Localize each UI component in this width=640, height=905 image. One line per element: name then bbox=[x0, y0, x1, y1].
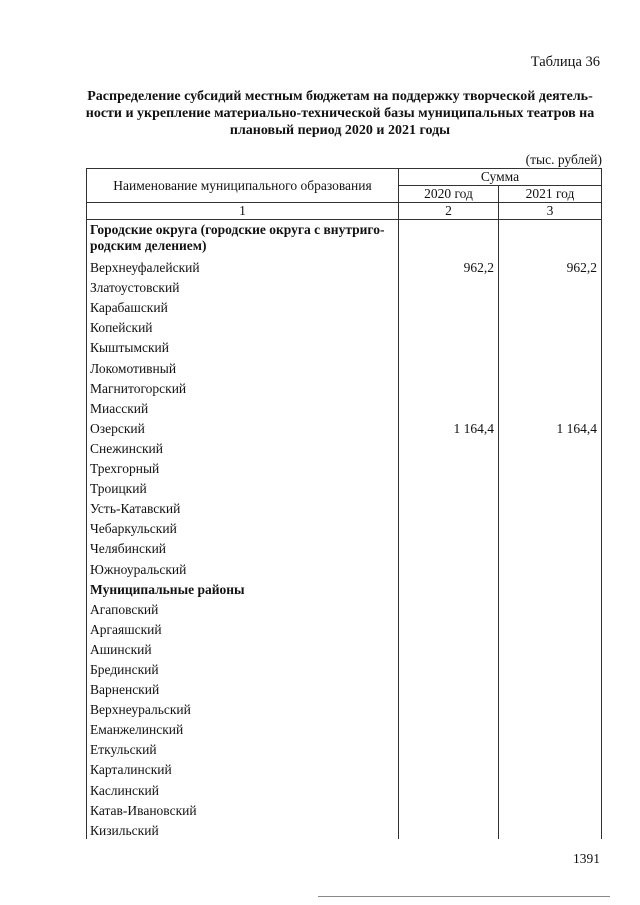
value-2021-cell bbox=[499, 517, 602, 537]
municipality-name-cell: Озерский bbox=[87, 417, 399, 437]
value-2021-cell bbox=[499, 477, 602, 497]
municipality-name-cell: Кыштымский bbox=[87, 336, 399, 356]
table-row bbox=[87, 417, 602, 437]
value-2020-cell bbox=[399, 276, 499, 296]
table-section-row bbox=[87, 220, 602, 257]
municipality-name-cell: Челябинский bbox=[87, 537, 399, 557]
municipality-name-cell: Трехгорный bbox=[87, 457, 399, 477]
value-2020-cell bbox=[399, 336, 499, 356]
table-row bbox=[87, 397, 602, 417]
municipality-name-cell: Ашинский bbox=[87, 638, 399, 658]
page-number: 1391 bbox=[573, 851, 600, 866]
value-2020-cell bbox=[399, 457, 499, 477]
value-2020-cell bbox=[399, 578, 499, 598]
table-row bbox=[87, 296, 602, 316]
value-2021-cell bbox=[499, 819, 602, 839]
value-2021-cell bbox=[499, 758, 602, 778]
value-2020-cell bbox=[399, 819, 499, 839]
value-2020-cell bbox=[399, 618, 499, 638]
table-row bbox=[87, 778, 602, 798]
header-year-2020: 2020 год bbox=[399, 186, 499, 203]
table-row bbox=[87, 718, 602, 738]
municipality-name-cell: Катав-Ивановский bbox=[87, 799, 399, 819]
table-row bbox=[87, 678, 602, 698]
value-2020-cell bbox=[399, 316, 499, 336]
municipality-name-cell: Златоустовский bbox=[87, 276, 399, 296]
table-row bbox=[87, 598, 602, 618]
value-2021-cell bbox=[499, 738, 602, 758]
table-row bbox=[87, 638, 602, 658]
table-row bbox=[87, 356, 602, 376]
municipality-name-cell: Городские округа (городские округа с внутриго-родским делением) bbox=[87, 220, 399, 257]
value-2020-cell bbox=[399, 778, 499, 798]
municipality-name-cell: Еткульский bbox=[87, 738, 399, 758]
municipality-name-cell: Верхнеуфалейский bbox=[87, 256, 399, 276]
units-label: (тыс. рублей) bbox=[525, 152, 602, 167]
municipality-name-cell: Еманжелинский bbox=[87, 718, 399, 738]
table-row bbox=[87, 457, 602, 477]
value-2020-cell bbox=[399, 397, 499, 417]
value-2020-cell bbox=[399, 296, 499, 316]
column-number-3: 3 bbox=[499, 203, 602, 220]
municipality-name-cell: Локомотивный bbox=[87, 356, 399, 376]
municipality-name-cell: Копейский bbox=[87, 316, 399, 336]
value-2020-cell bbox=[399, 698, 499, 718]
value-2020-cell bbox=[399, 738, 499, 758]
bottom-rule bbox=[318, 896, 610, 897]
municipality-name-cell: Аргаяшский bbox=[87, 618, 399, 638]
value-2020-cell bbox=[399, 497, 499, 517]
value-2020-cell: 1 164,4 bbox=[399, 417, 499, 437]
value-2020-cell bbox=[399, 799, 499, 819]
table-row bbox=[87, 276, 602, 296]
table-row bbox=[87, 738, 602, 758]
value-2021-cell bbox=[499, 598, 602, 618]
value-2020-cell: 962,2 bbox=[399, 256, 499, 276]
municipality-name-cell: Брединский bbox=[87, 658, 399, 678]
value-2021-cell bbox=[499, 220, 602, 257]
municipality-name-cell: Кизильский bbox=[87, 819, 399, 839]
value-2021-cell bbox=[499, 718, 602, 738]
subsidy-table bbox=[86, 168, 602, 839]
value-2020-cell bbox=[399, 477, 499, 497]
value-2021-cell bbox=[499, 457, 602, 477]
value-2021-cell: 962,2 bbox=[499, 256, 602, 276]
header-sum: Сумма bbox=[399, 169, 602, 186]
value-2020-cell bbox=[399, 517, 499, 537]
table-row bbox=[87, 799, 602, 819]
value-2020-cell bbox=[399, 758, 499, 778]
table-row bbox=[87, 537, 602, 557]
municipality-name-cell: Чебаркульский bbox=[87, 517, 399, 537]
value-2021-cell bbox=[499, 658, 602, 678]
value-2020-cell bbox=[399, 537, 499, 557]
value-2021-cell bbox=[499, 296, 602, 316]
table-row bbox=[87, 557, 602, 577]
value-2020-cell bbox=[399, 220, 499, 257]
document-title: Распределение субсидий местным бюджетам на поддержку творческой деятель-ности и укрепление материально-технической базы муниципальных театров на плановый период 2020 и 2021 годы bbox=[85, 89, 595, 138]
municipality-name-cell: Усть-Катавский bbox=[87, 497, 399, 517]
table-row bbox=[87, 618, 602, 638]
table-row bbox=[87, 477, 602, 497]
value-2020-cell bbox=[399, 718, 499, 738]
value-2021-cell bbox=[499, 778, 602, 798]
value-2021-cell bbox=[499, 557, 602, 577]
value-2021-cell bbox=[499, 638, 602, 658]
table-row bbox=[87, 497, 602, 517]
table-header bbox=[87, 169, 602, 220]
municipality-name-cell: Южноуральский bbox=[87, 557, 399, 577]
municipality-name-cell: Карталинский bbox=[87, 758, 399, 778]
value-2021-cell bbox=[499, 698, 602, 718]
value-2021-cell bbox=[499, 397, 602, 417]
value-2021-cell bbox=[499, 799, 602, 819]
table-row bbox=[87, 758, 602, 778]
value-2020-cell bbox=[399, 678, 499, 698]
value-2020-cell bbox=[399, 658, 499, 678]
value-2021-cell bbox=[499, 537, 602, 557]
value-2020-cell bbox=[399, 638, 499, 658]
header-name-column: Наименование муниципального образования bbox=[87, 169, 399, 203]
value-2021-cell bbox=[499, 316, 602, 336]
municipality-name-cell: Агаповский bbox=[87, 598, 399, 618]
value-2020-cell bbox=[399, 377, 499, 397]
table-row bbox=[87, 819, 602, 839]
value-2020-cell bbox=[399, 356, 499, 376]
table-row bbox=[87, 517, 602, 537]
column-number-1: 1 bbox=[87, 203, 399, 220]
table-row bbox=[87, 336, 602, 356]
value-2020-cell bbox=[399, 437, 499, 457]
table-row bbox=[87, 256, 602, 276]
table-section-row bbox=[87, 578, 602, 598]
table-number: Таблица 36 bbox=[530, 54, 600, 70]
table-row bbox=[87, 377, 602, 397]
value-2021-cell bbox=[499, 578, 602, 598]
table-row bbox=[87, 316, 602, 336]
value-2021-cell bbox=[499, 336, 602, 356]
column-number-2: 2 bbox=[399, 203, 499, 220]
municipality-name-cell: Миасский bbox=[87, 397, 399, 417]
municipality-name-cell: Троицкий bbox=[87, 477, 399, 497]
municipality-name-cell: Муниципальные районы bbox=[87, 578, 399, 598]
value-2021-cell bbox=[499, 356, 602, 376]
municipality-name-cell: Снежинский bbox=[87, 437, 399, 457]
value-2021-cell bbox=[499, 276, 602, 296]
header-year-2021: 2021 год bbox=[499, 186, 602, 203]
value-2021-cell bbox=[499, 497, 602, 517]
municipality-name-cell: Верхнеуральский bbox=[87, 698, 399, 718]
table-row bbox=[87, 437, 602, 457]
municipality-name-cell: Магнитогорский bbox=[87, 377, 399, 397]
value-2021-cell: 1 164,4 bbox=[499, 417, 602, 437]
value-2021-cell bbox=[499, 437, 602, 457]
value-2021-cell bbox=[499, 678, 602, 698]
value-2020-cell bbox=[399, 557, 499, 577]
municipality-name-cell: Карабашский bbox=[87, 296, 399, 316]
value-2021-cell bbox=[499, 618, 602, 638]
municipality-name-cell: Каслинский bbox=[87, 778, 399, 798]
table-row bbox=[87, 698, 602, 718]
table-row bbox=[87, 658, 602, 678]
municipality-name-cell: Варненский bbox=[87, 678, 399, 698]
value-2020-cell bbox=[399, 598, 499, 618]
value-2021-cell bbox=[499, 377, 602, 397]
table-body bbox=[87, 220, 602, 839]
